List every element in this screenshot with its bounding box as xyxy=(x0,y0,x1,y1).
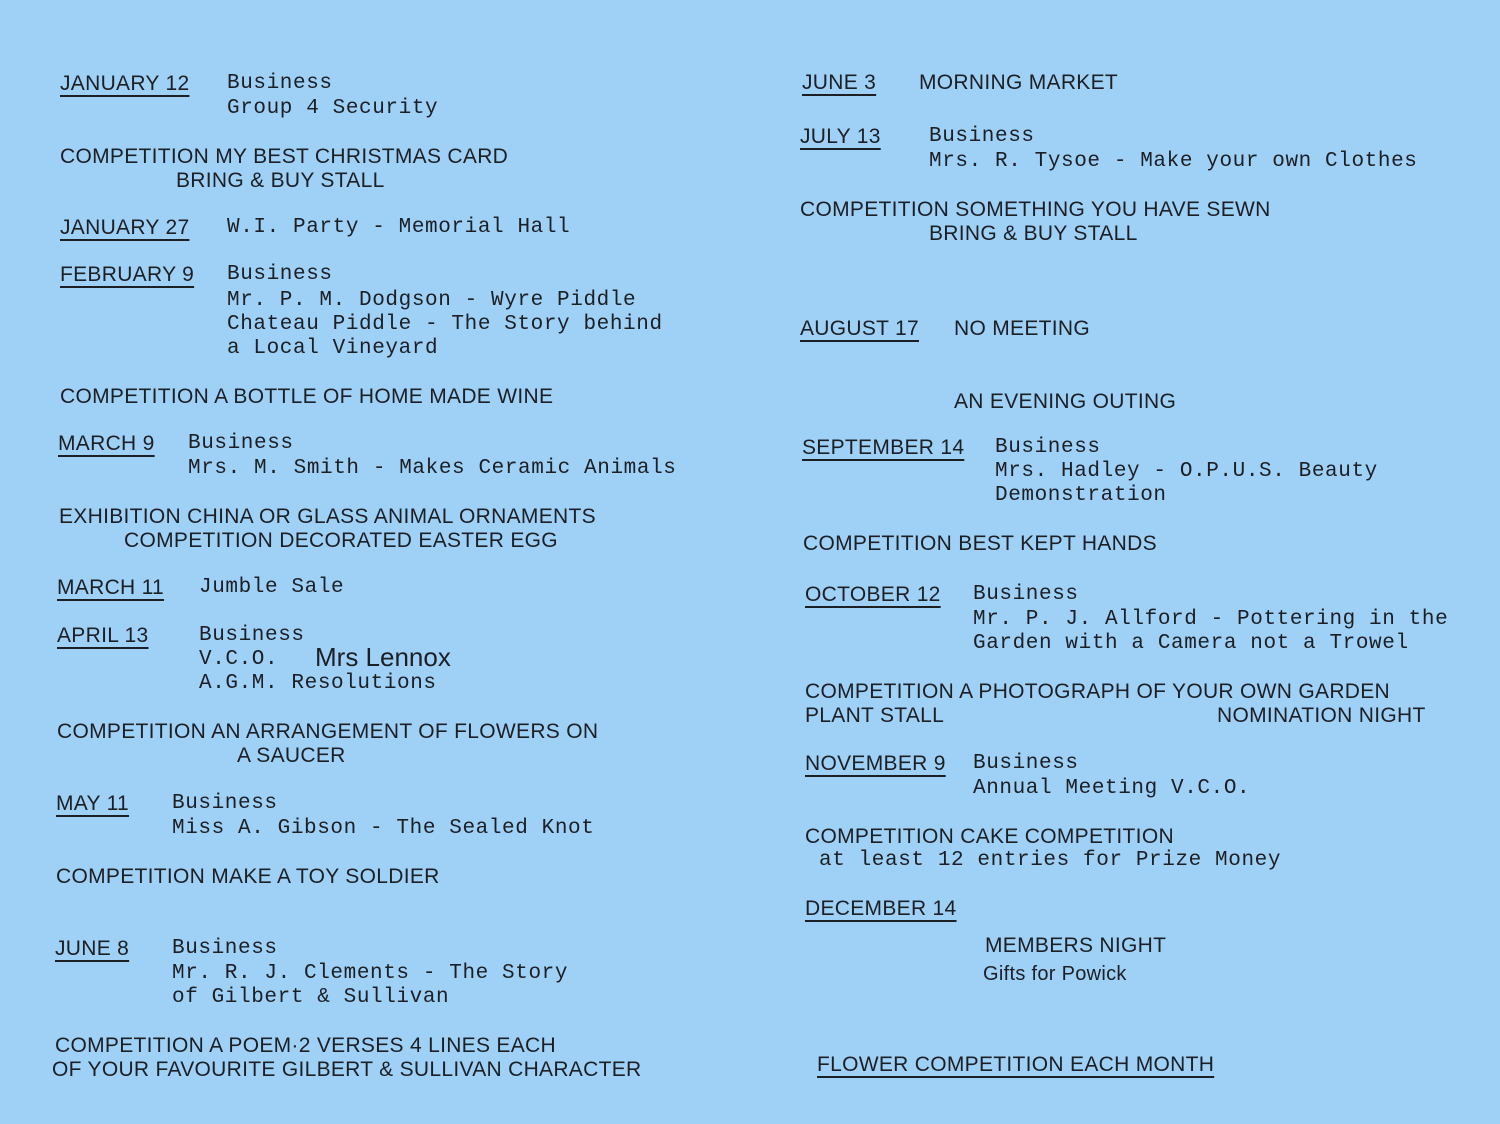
event-line: Business xyxy=(227,72,333,95)
event-line: Business xyxy=(199,624,305,647)
event-line: a Local Vineyard xyxy=(227,337,439,360)
event-line: Business xyxy=(929,125,1035,148)
date-august-17: AUGUST 17 xyxy=(800,317,920,340)
date-october-12: OCTOBER 12 xyxy=(805,583,941,606)
vco-name-handwritten: Mrs Lennox xyxy=(315,642,451,672)
event-line: MORNING MARKET xyxy=(919,71,1119,94)
date-may-11: MAY 11 xyxy=(56,792,130,815)
event-line: A.G.M. Resolutions xyxy=(199,672,437,695)
event-line: Business xyxy=(172,792,278,815)
event-line: Mr. P. M. Dodgson - Wyre Piddle xyxy=(227,289,637,312)
competition-text: COMPETITION DECORATED EASTER EGG xyxy=(124,529,558,552)
date-november-9: NOVEMBER 9 xyxy=(805,752,946,775)
event-line: MEMBERS NIGHT xyxy=(985,934,1167,957)
event-line: Mr. R. J. Clements - The Story xyxy=(172,962,569,985)
competition-text: COMPETITION AN ARRANGEMENT OF FLOWERS ON xyxy=(57,720,599,743)
event-line: Garden with a Camera not a Trowel xyxy=(973,632,1409,655)
footer-note: FLOWER COMPETITION EACH MONTH xyxy=(817,1053,1215,1076)
date-april-13: APRIL 13 xyxy=(57,624,149,647)
event-line: Annual Meeting V.C.O. xyxy=(973,777,1251,800)
competition-text: A SAUCER xyxy=(237,744,346,767)
event-line: W.I. Party - Memorial Hall xyxy=(227,216,571,239)
competition-text: COMPETITION SOMETHING YOU HAVE SEWN xyxy=(800,198,1271,221)
event-line: Miss A. Gibson - The Sealed Knot xyxy=(172,817,595,840)
event-line: Business xyxy=(188,432,294,455)
competition-text: COMPETITION A PHOTOGRAPH OF YOUR OWN GARDEN xyxy=(805,680,1391,703)
event-line: Business xyxy=(973,583,1079,606)
event-line: Chateau Piddle - The Story behind xyxy=(227,313,663,336)
date-january-27: JANUARY 27 xyxy=(60,216,190,239)
event-line: Mrs. Hadley - O.P.U.S. Beauty xyxy=(995,460,1378,483)
event-line: Business xyxy=(172,937,278,960)
exhibition-text: EXHIBITION CHINA OR GLASS ANIMAL ORNAMENTS xyxy=(59,505,596,528)
competition-text: COMPETITION MAKE A TOY SOLDIER xyxy=(56,865,440,888)
event-line: Group 4 Security xyxy=(227,97,439,120)
competition-text: COMPETITION BEST KEPT HANDS xyxy=(803,532,1157,555)
competition-text: COMPETITION A BOTTLE OF HOME MADE WINE xyxy=(60,385,554,408)
competition-text: BRING & BUY STALL xyxy=(176,169,385,192)
date-february-9: FEBRUARY 9 xyxy=(60,263,195,286)
competition-text: COMPETITION MY BEST CHRISTMAS CARD xyxy=(60,145,509,168)
event-line: NO MEETING xyxy=(954,317,1091,340)
event-line: Business xyxy=(995,436,1101,459)
event-line: Business xyxy=(227,263,333,286)
competition-text: PLANT STALL xyxy=(805,704,945,727)
vco-label: V.C.O. xyxy=(199,648,279,671)
date-january-12: JANUARY 12 xyxy=(60,72,190,95)
date-june-8: JUNE 8 xyxy=(55,937,130,960)
event-line: Mrs. R. Tysoe - Make your own Clothes xyxy=(929,150,1418,173)
event-line: Gifts for Powick xyxy=(983,963,1127,985)
date-june-3: JUNE 3 xyxy=(802,71,877,94)
competition-text: NOMINATION NIGHT xyxy=(1217,704,1426,727)
date-december-14: DECEMBER 14 xyxy=(805,897,957,920)
competition-text: COMPETITION A POEM·2 VERSES 4 LINES EACH xyxy=(55,1034,556,1057)
competition-text: COMPETITION CAKE COMPETITION xyxy=(805,825,1174,848)
date-july-13: JULY 13 xyxy=(800,125,881,148)
date-march-9: MARCH 9 xyxy=(58,432,155,455)
event-line: of Gilbert & Sullivan xyxy=(172,986,450,1009)
event-line: Mrs. M. Smith - Makes Ceramic Animals xyxy=(188,457,677,480)
event-line: Mr. P. J. Allford - Pottering in the xyxy=(973,608,1449,631)
event-line: Jumble Sale xyxy=(199,576,345,599)
date-march-11: MARCH 11 xyxy=(57,576,165,599)
event-line: Demonstration xyxy=(995,484,1167,507)
competition-text: BRING & BUY STALL xyxy=(929,222,1138,245)
competition-text: at least 12 entries for Prize Money xyxy=(819,849,1282,872)
event-line: AN EVENING OUTING xyxy=(954,390,1177,413)
competition-text: OF YOUR FAVOURITE GILBERT & SULLIVAN CHARACTER xyxy=(52,1058,642,1081)
date-september-14: SEPTEMBER 14 xyxy=(802,436,965,459)
event-line: Business xyxy=(973,752,1079,775)
